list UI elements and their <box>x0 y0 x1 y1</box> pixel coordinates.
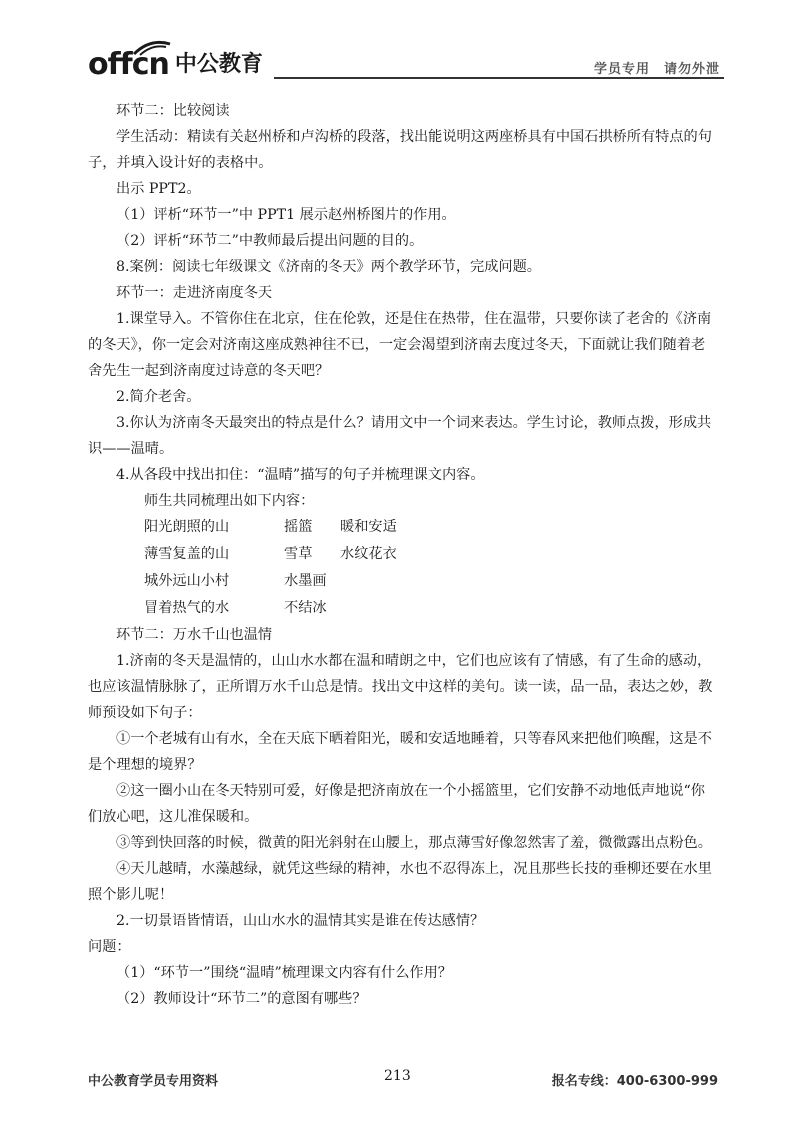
content-outline-table <box>144 514 718 622</box>
page-number: 213 <box>384 1068 411 1084</box>
paragraph: ①一个老城有山有水，全在天底下晒着阳光，暖和安适地睡着，只等春风来把他们唤醒，这是不是个理想的境界？ <box>88 731 712 773</box>
header-notice-1: 学员专用 <box>593 62 650 77</box>
paragraph: 学生活动：精读有关赵州桥和卢沟桥的段落，找出能说明这两座桥具有中国石拱桥所有特点的句子，并填入设计好的表格中。 <box>88 129 712 171</box>
paragraph: 出示 PPT2。 <box>116 181 201 197</box>
logo-arc-icon <box>132 40 172 56</box>
question-label: 问题： <box>88 939 131 955</box>
paragraph: 4.从各段中找出扣住：“温晴”描写的句子并梳理课文内容。 <box>116 467 485 483</box>
page-header <box>88 44 724 84</box>
paragraph: 环节二：比较阅读 <box>116 103 230 119</box>
table-row <box>144 568 718 595</box>
question: （1）“环节一”围绕“温晴”梳理课文内容有什么作用？ <box>116 965 452 981</box>
paragraph: （1）评析“环节一”中 PPT1 展示赵州桥图片的作用。 <box>116 207 456 223</box>
logo-text-cn: 中公教育 <box>174 52 263 77</box>
table-row <box>144 595 718 622</box>
paragraph: 2.一切景语皆情语，山山水水的温情其实是谁在传达感情？ <box>116 913 485 929</box>
paragraph: 1.课堂导入。不管你住在北京，住在伦敦，还是住在热带，住在温带，只要你读了老舍的《济南的冬天》，你一定会对济南这座成熟神往不已，一定会渴望到济南去度过冬天，下面就让我们随着老舍先生一起到济南度过诗意的冬天吧？ <box>88 311 712 379</box>
table-cell: 水墨画 <box>284 573 327 589</box>
paragraph: 环节一：走进济南度冬天 <box>116 285 273 301</box>
paragraph: （2）评析“环节二”中教师最后提出问题的目的。 <box>116 233 424 249</box>
logo-text-en: offcn <box>88 47 169 82</box>
paragraph: 8.案例：阅读七年级课文《济南的冬天》两个教学环节，完成问题。 <box>116 259 541 275</box>
footer-right: 报名专线：400-6300-999 <box>551 1074 718 1089</box>
paragraph: 环节二：万水千山也温情 <box>116 627 273 643</box>
table-cell: 薄雪复盖的山 <box>144 546 230 562</box>
header-notice-2: 请勿外泄 <box>663 62 720 77</box>
question: （2）教师设计“环节二”的意图有哪些？ <box>116 991 367 1007</box>
table-cell: 城外远山小村 <box>144 573 230 589</box>
paragraph: 3.你认为济南冬天最突出的特点是什么？请用文中一个词来表达。学生讨论，教师点拨，形成共识——温晴。 <box>88 415 712 457</box>
paragraph: 1.济南的冬天是温情的，山山水水都在温和晴朗之中，它们也应该有了情感，有了生命的感动，也应该温情脉脉了，正所谓万水千山总是情。找出文中这样的美句。读一读，品一品，表达之妙，教师预设如下句子： <box>88 653 713 721</box>
paragraph: ④天儿越晴，水藻越绿，就凭这些绿的精神，水也不忍得冻上，况且那些长技的垂柳还要在水里照个影儿呢！ <box>88 861 712 903</box>
table-row <box>144 541 718 568</box>
paragraph: 师生共同梳理出如下内容： <box>144 493 315 509</box>
paragraph: ②这一圈小山在冬天特别可爱，好像是把济南放在一个小摇篮里，它们安静不动地低声地说“你们放心吧，这儿准保暖和。 <box>88 783 705 825</box>
table-cell: 不结冰 <box>284 600 327 616</box>
header-rule <box>274 77 724 79</box>
footer-left: 中公教育学员专用资料 <box>88 1074 219 1089</box>
table-cell: 暖和安适 <box>340 519 397 535</box>
offcn-logo <box>88 46 263 80</box>
table-row <box>144 514 718 541</box>
table-cell: 冒着热气的水 <box>144 600 230 616</box>
table-cell: 阳光朗照的山 <box>144 519 230 535</box>
table-cell: 水纹花衣 <box>340 546 397 562</box>
page-footer <box>88 1070 718 1092</box>
table-cell: 摇篮 <box>284 519 313 535</box>
paragraph: 2.简介老舍。 <box>116 389 201 405</box>
page-content <box>88 98 718 1012</box>
paragraph: ③等到快回落的时候，微黄的阳光斜射在山腰上，那点薄雪好像忽然害了羞，微微露出点粉色。 <box>116 835 712 851</box>
table-cell: 雪草 <box>284 546 313 562</box>
header-notice <box>594 58 720 77</box>
